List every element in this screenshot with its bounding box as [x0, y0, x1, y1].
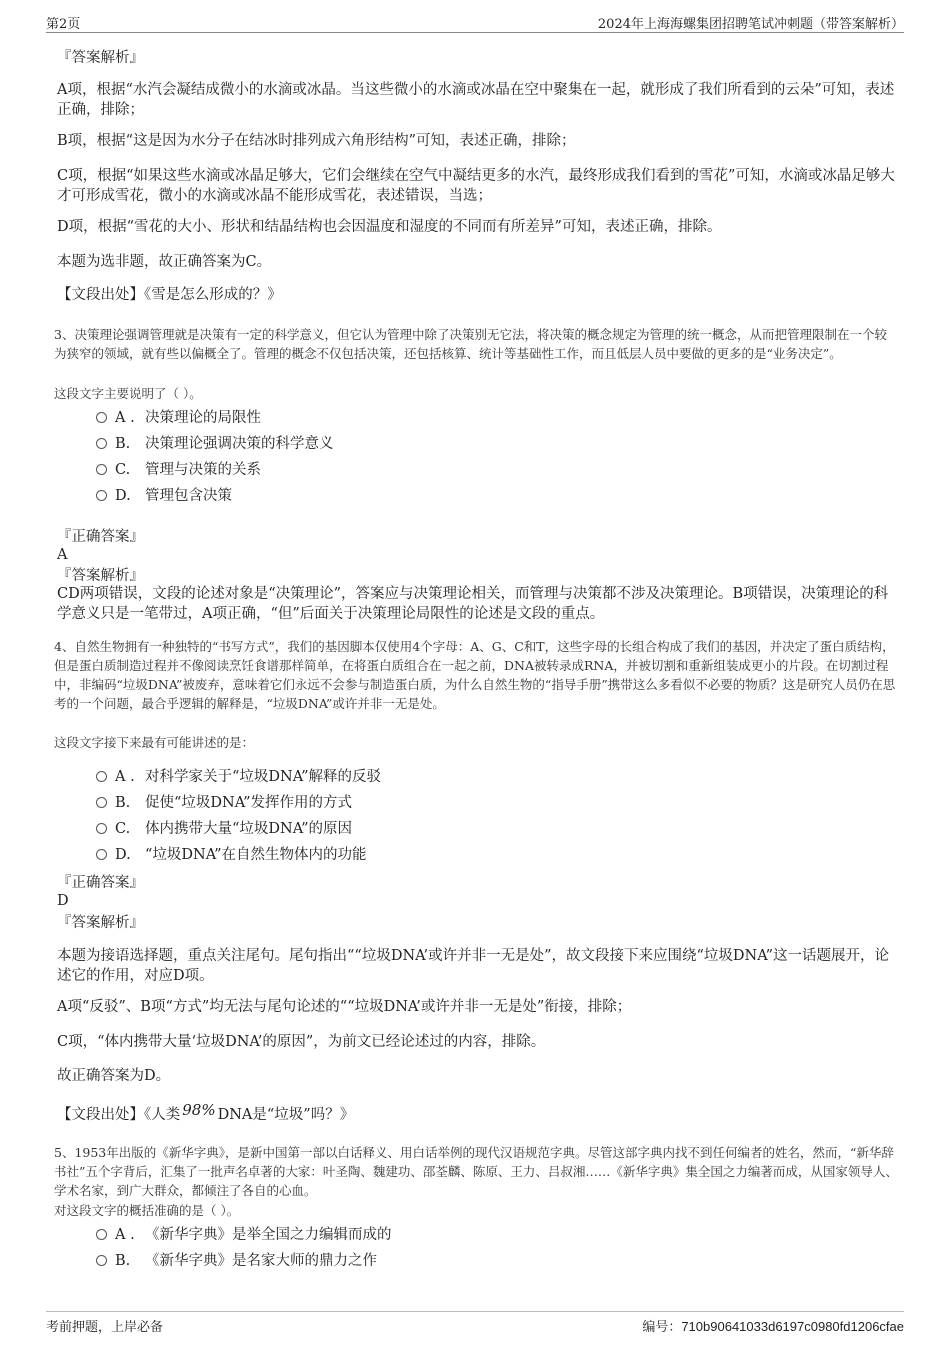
page-number: 第2页 [46, 17, 81, 32]
analysis-paragraph: B项，根据“这是因为水分子在结冰时排列成六角形结构”可知，表述正确，排除； [57, 133, 576, 149]
radio-icon[interactable] [96, 771, 107, 782]
question-ask: 这段文字主要说明了（ ）。 [54, 386, 202, 401]
question-stem: 5、1953年出版的《新华字典》，是新中国第一部以白话释义、用白话举例的现代汉语规范字典。尽管这部字典内找不到任何编者的姓名，然而，“新华辞书社”五个字背后，汇集了一批声名卓著的大家：叶圣陶、魏建功、邵荃麟、陈原、王力、吕叔湘……《新华字典》集全国之力编著而成，从国家领导人、学术名家，到广大群众，都倾注了各自的心血。 [54, 1145, 898, 1198]
radio-icon[interactable] [96, 1229, 107, 1240]
radio-icon[interactable] [96, 823, 107, 834]
analysis-label: 『答案解析』 [57, 50, 144, 66]
analysis-paragraph: D项，根据“雪花的大小、形状和结晶结构也会因温度和湿度的不同而有所差异”可知，表述正确，排除。 [57, 219, 722, 235]
radio-icon[interactable] [96, 464, 107, 475]
radio-icon[interactable] [96, 849, 107, 860]
conclusion: 本题为选非题，故正确答案为C。 [57, 254, 272, 270]
option-b[interactable]: B. 促使“垃圾DNA”发挥作用的方式 [96, 793, 352, 813]
question-stem: 3、决策理论强调管理就是决策有一定的科学意义，但它认为管理中除了决策别无它法，将决策的概念规定为管理的统一概念，从而把管理限制在一个较为狭窄的领域，就有些以偏概全了。管理的概念不仅包括决策，还包括核算、统计等基础性工作，而且低层人员中要做的更多的是“业务决定”。 [54, 327, 887, 361]
radio-icon[interactable] [96, 1255, 107, 1266]
answer-label: 『正确答案』 [57, 875, 144, 891]
answer-value: A [57, 547, 68, 563]
analysis-label: 『答案解析』 [57, 568, 144, 584]
analysis-label: 『答案解析』 [57, 915, 144, 931]
option-b[interactable]: B. 决策理论强调决策的科学意义 [96, 434, 334, 454]
source-citation: 【文段出处】《人类 98% DNA是“垃圾”吗？》 [57, 1101, 355, 1123]
radio-icon[interactable] [96, 438, 107, 449]
footer-slogan: 考前押题，上岸必备 [46, 1320, 164, 1335]
analysis-paragraph: 本题为接语选择题，重点关注尾句。尾句指出““垃圾DNA’或许并非一无是处”，故文段接下来应围绕“垃圾DNA”这一话题展开，论述它的作用，对应D项。 [57, 948, 889, 984]
analysis-paragraph: A项“反驳”、B项“方式”均无法与尾句论述的““垃圾DNA’或许并非一无是处”衔接，排除； [57, 999, 632, 1015]
option-c[interactable]: C. 体内携带大量“垃圾DNA”的原因 [96, 819, 352, 839]
option-a[interactable]: A . 对科学家关于“垃圾DNA”解释的反驳 [96, 767, 381, 787]
option-a[interactable]: A . 《新华字典》是举全国之力编辑而成的 [96, 1225, 392, 1245]
analysis-paragraph: A项，根据“水汽会凝结成微小的水滴或冰晶。当这些微小的水滴或冰晶在空中聚集在一起，就形成了我们所看到的云朵”可知，表述正确，排除； [57, 82, 895, 118]
radio-icon[interactable] [96, 490, 107, 501]
document-title: 2024年上海海螺集团招聘笔试冲刺题（带答案解析） [597, 17, 904, 32]
radio-icon[interactable] [96, 412, 107, 423]
page-header [46, 10, 904, 33]
conclusion: 故正确答案为D。 [57, 1068, 171, 1084]
option-c[interactable]: C. 管理与决策的关系 [96, 460, 261, 480]
source-citation: 【文段出处】《雪是怎么形成的？》 [57, 287, 282, 303]
question-ask: 对这段文字的概括准确的是（ ）。 [54, 1203, 240, 1218]
option-b[interactable]: B. 《新华字典》是名家大师的鼎力之作 [96, 1251, 377, 1271]
question-ask: 这段文字接下来最有可能讲述的是： [54, 735, 255, 750]
analysis-paragraph: CD两项错误，文段的论述对象是“决策理论”，答案应与决策理论相关，而管理与决策都不涉及决策理论。B项错误，决策理论的科学意义只是一笔带过，A项正确，“但”后面关于决策理论局限性的论述是文段的重点。 [57, 586, 889, 622]
analysis-paragraph: C项，“体内携带大量‘垃圾DNA’的原因”，为前文已经论述过的内容，排除。 [57, 1034, 546, 1050]
option-d[interactable]: D. “垃圾DNA”在自然生物体内的功能 [96, 845, 366, 865]
answer-value: D [57, 893, 69, 909]
radio-icon[interactable] [96, 797, 107, 808]
page-footer [46, 1311, 904, 1338]
question-stem: 4、自然生物拥有一种独特的“书写方式”，我们的基因脚本仅使用4个字母：A、G、C和T，这些字母的长组合构成了我们的基因，并决定了蛋白质结构，但是蛋白质制造过程并不像阅读烹饪食谱那样简单，在将蛋白质组合在一起之前，DNA被转录成RNA，并被切割和重新组装成更小的片段。在切割过程中，非编码“垃圾DNA”被废弃，意味着它们永远不会参与制造蛋白质，为什么自然生物的“指导手册”携带这么多看似不必要的物质？这是研究人员仍在思考的一个问题，最合乎逻辑的解释是，“垃圾DNA”或许并非一无是处。 [54, 639, 896, 711]
document-id: 编号：710b90641033d6197c0980fd1206cfae [642, 1319, 904, 1334]
analysis-paragraph: C项，根据“如果这些水滴或冰晶足够大，它们会继续在空气中凝结更多的水汽，最终形成我们看到的雪花”可知，水滴或冰晶足够大才可形成雪花，微小的水滴或冰晶不能形成雪花，表述错误，当选； [57, 168, 895, 204]
option-d[interactable]: D. 管理包含决策 [96, 486, 232, 506]
percent-figure: 98% [182, 1101, 216, 1119]
answer-label: 『正确答案』 [57, 529, 144, 545]
option-a[interactable]: A . 决策理论的局限性 [96, 408, 261, 428]
